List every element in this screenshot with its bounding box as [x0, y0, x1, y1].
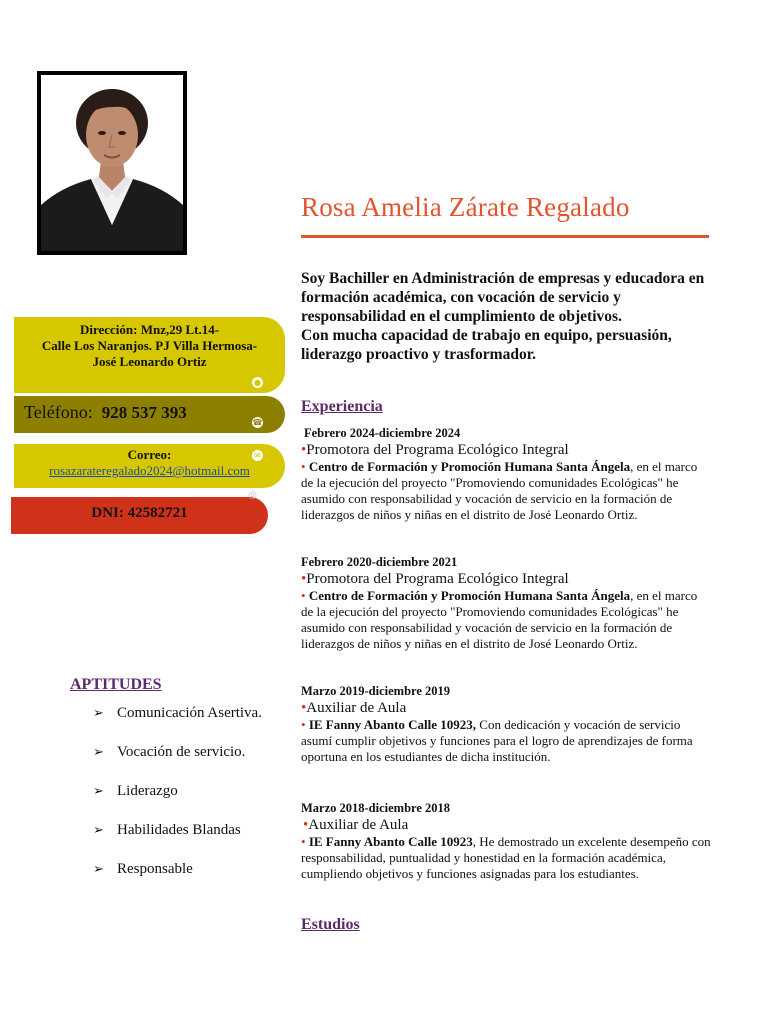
experience-date: Marzo 2019-diciembre 2019: [301, 684, 451, 698]
experience-description: • Centro de Formación y Promoción Humana Santa Ángela, en el marco de la ejecución del proyecto "Promoviendo comunidades Ecológicas" he asumido con responsabilidad y vocación de servicio en la formación de liderazgos de niños y niñas en el distrito de José Leonardo Ortiz.: [301, 588, 698, 651]
summary-paragraph-2: Con mucha capacidad de trabajo en equipo, persuasión, liderazgo proactivo y trasformador.: [301, 327, 672, 363]
aptitude-item: ➢ Comunicación Asertiva.: [93, 705, 262, 721]
aptitude-item: ➢ Vocación de servicio.: [93, 744, 246, 760]
phone-icon: ☎: [252, 418, 263, 427]
aptitude-item: ➢ Habilidades Blandas: [93, 822, 241, 838]
id-card-icon: ◎: [248, 490, 257, 501]
email-link[interactable]: rosazarateregalado2024@hotmail.com: [49, 463, 250, 478]
phone-number: 928 537 393: [101, 403, 187, 422]
envelope-icon: ✉: [252, 450, 263, 461]
arrow-bullet-icon: ➢: [93, 706, 104, 721]
arrow-bullet-icon: ➢: [93, 823, 104, 838]
arrow-bullet-icon: ➢: [93, 745, 104, 760]
experience-role: •Promotora del Programa Ecológico Integral: [301, 442, 569, 458]
dni-box: [11, 490, 268, 534]
aptitudes-list: [93, 704, 283, 899]
address-line-1: Dirección: Mnz,29 Lt.14-: [79, 322, 220, 337]
dni-label: DNI:: [91, 505, 124, 521]
address-box: [14, 317, 285, 393]
phone-box: [14, 396, 285, 433]
name-divider: [301, 235, 709, 238]
studies-heading: Estudios: [301, 916, 360, 933]
experience-date: Marzo 2018-diciembre 2018: [301, 801, 451, 815]
experience-date: Febrero 2020-diciembre 2021: [301, 555, 458, 569]
email-box: [14, 444, 285, 488]
address-line-3: José Leonardo Ortiz: [92, 354, 207, 369]
experience-entry: [301, 554, 711, 652]
email-label: Correo:: [127, 447, 172, 462]
aptitude-item: ➢ Responsable: [93, 861, 193, 877]
experience-date: Febrero 2024-diciembre 2024: [304, 426, 461, 440]
arrow-bullet-icon: ➢: [93, 784, 104, 799]
experience-role: •Auxiliar de Aula: [301, 700, 407, 716]
summary-paragraph-1: Soy Bachiller en Administración de empresas y educadora en formación académica, con vocación de servicio y responsabilidad en el cumplimiento de objetivos.: [301, 270, 705, 325]
experience-role: •Auxiliar de Aula: [303, 817, 409, 833]
profile-photo-frame: [37, 71, 187, 255]
experience-description: • Centro de Formación y Promoción Humana Santa Ángela, en el marco de la ejecución del proyecto "Promoviendo comunidades Ecológicas" he asumido con responsabilidad y vocación de servicio en la formación de liderazgos de niños y niñas en el distrito de José Leonardo Ortiz.: [301, 459, 698, 522]
experience-role: •Promotora del Programa Ecológico Integral: [301, 571, 569, 587]
experience-description: • IE Fanny Abanto Calle 10923, Con dedicación y vocación de servicio asumí cumplir objetivos y funciones para el logro de aprendizajes de forma oportuna en los estudiantes de dicha institución.: [301, 717, 693, 764]
aptitude-item: ➢ Liderazgo: [93, 783, 178, 799]
dni-number: 42582721: [127, 505, 188, 521]
location-icon: ●: [252, 377, 263, 388]
candidate-name: Rosa Amelia Zárate Regalado: [301, 192, 630, 222]
profile-photo: [41, 75, 183, 251]
experience-entry: [301, 800, 711, 882]
experience-entry: [301, 425, 711, 523]
arrow-bullet-icon: ➢: [93, 862, 104, 877]
profile-summary: [301, 269, 711, 364]
aptitudes-heading: APTITUDES: [70, 676, 162, 693]
phone-label: Teléfono:: [24, 402, 93, 422]
experience-heading: Experiencia: [301, 398, 383, 415]
address-line-2: Calle Los Naranjos. PJ Villa Hermosa-: [41, 338, 258, 353]
experience-description: • IE Fanny Abanto Calle 10923, He demostrado un excelente desempeño con responsabilidad, puntualidad y honestidad en la formación académica, cumpliendo objetivos y funciones asignadas para los estudiantes.: [301, 834, 711, 881]
experience-entry: [301, 683, 711, 765]
